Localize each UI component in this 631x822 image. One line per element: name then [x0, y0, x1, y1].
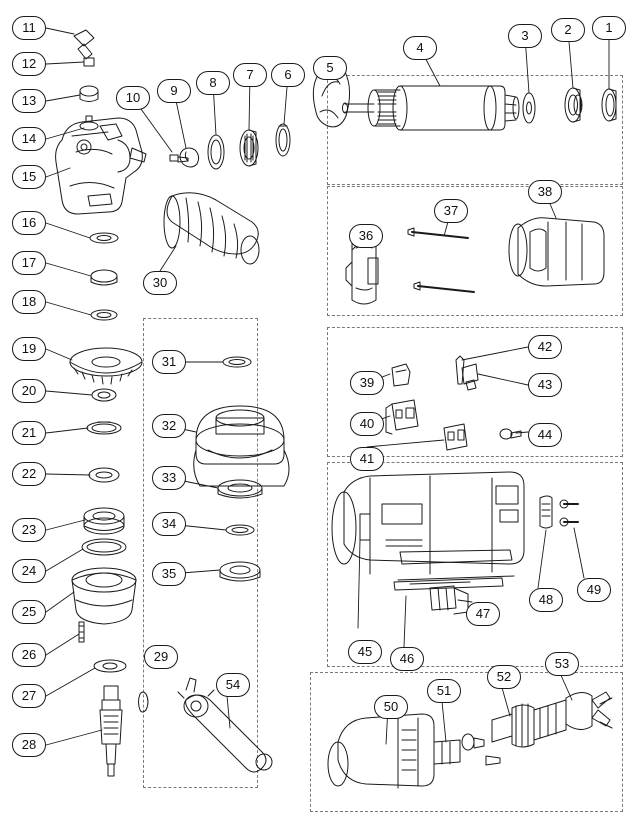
callout-10[interactable]: 10 — [116, 86, 150, 110]
callout-31[interactable]: 31 — [152, 350, 186, 374]
callout-45[interactable]: 45 — [348, 640, 382, 664]
callout-14[interactable]: 14 — [12, 127, 46, 151]
callout-51[interactable]: 51 — [427, 679, 461, 703]
callout-48[interactable]: 48 — [529, 588, 563, 612]
callout-50[interactable]: 50 — [374, 695, 408, 719]
callout-3[interactable]: 3 — [508, 24, 542, 48]
callout-21[interactable]: 21 — [12, 421, 46, 445]
callout-15[interactable]: 15 — [12, 165, 46, 189]
callout-37[interactable]: 37 — [434, 199, 468, 223]
callout-28[interactable]: 28 — [12, 733, 46, 757]
callout-52[interactable]: 52 — [487, 665, 521, 689]
callout-25[interactable]: 25 — [12, 600, 46, 624]
callout-47[interactable]: 47 — [466, 602, 500, 626]
callout-34[interactable]: 34 — [152, 512, 186, 536]
callout-27[interactable]: 27 — [12, 684, 46, 708]
callout-40[interactable]: 40 — [350, 412, 384, 436]
callout-9[interactable]: 9 — [157, 79, 191, 103]
callout-6[interactable]: 6 — [271, 63, 305, 87]
callout-5[interactable]: 5 — [313, 56, 347, 80]
callout-39[interactable]: 39 — [350, 371, 384, 395]
callout-13[interactable]: 13 — [12, 89, 46, 113]
callout-36[interactable]: 36 — [349, 224, 383, 248]
callout-49[interactable]: 49 — [577, 578, 611, 602]
callout-42[interactable]: 42 — [528, 335, 562, 359]
callout-22[interactable]: 22 — [12, 462, 46, 486]
callout-18[interactable]: 18 — [12, 290, 46, 314]
callout-43[interactable]: 43 — [528, 373, 562, 397]
callout-54[interactable]: 54 — [216, 673, 250, 697]
callout-11[interactable]: 11 — [12, 16, 46, 40]
callout-35[interactable]: 35 — [152, 562, 186, 586]
callout-29[interactable]: 29 — [144, 645, 178, 669]
callout-12[interactable]: 12 — [12, 52, 46, 76]
callout-32[interactable]: 32 — [152, 414, 186, 438]
callout-7[interactable]: 7 — [233, 63, 267, 87]
callout-1[interactable]: 1 — [592, 16, 626, 40]
callout-53[interactable]: 53 — [545, 652, 579, 676]
callout-41[interactable]: 41 — [350, 447, 384, 471]
callout-2[interactable]: 2 — [551, 18, 585, 42]
callout-4[interactable]: 4 — [403, 36, 437, 60]
callout-24[interactable]: 24 — [12, 559, 46, 583]
callout-30[interactable]: 30 — [143, 271, 177, 295]
callout-20[interactable]: 20 — [12, 379, 46, 403]
callout-44[interactable]: 44 — [528, 423, 562, 447]
callout-8[interactable]: 8 — [196, 71, 230, 95]
callout-16[interactable]: 16 — [12, 211, 46, 235]
callout-46[interactable]: 46 — [390, 647, 424, 671]
callout-33[interactable]: 33 — [152, 466, 186, 490]
callout-38[interactable]: 38 — [528, 180, 562, 204]
callout-19[interactable]: 19 — [12, 337, 46, 361]
callout-26[interactable]: 26 — [12, 643, 46, 667]
callout-17[interactable]: 17 — [12, 251, 46, 275]
callout-23[interactable]: 23 — [12, 518, 46, 542]
